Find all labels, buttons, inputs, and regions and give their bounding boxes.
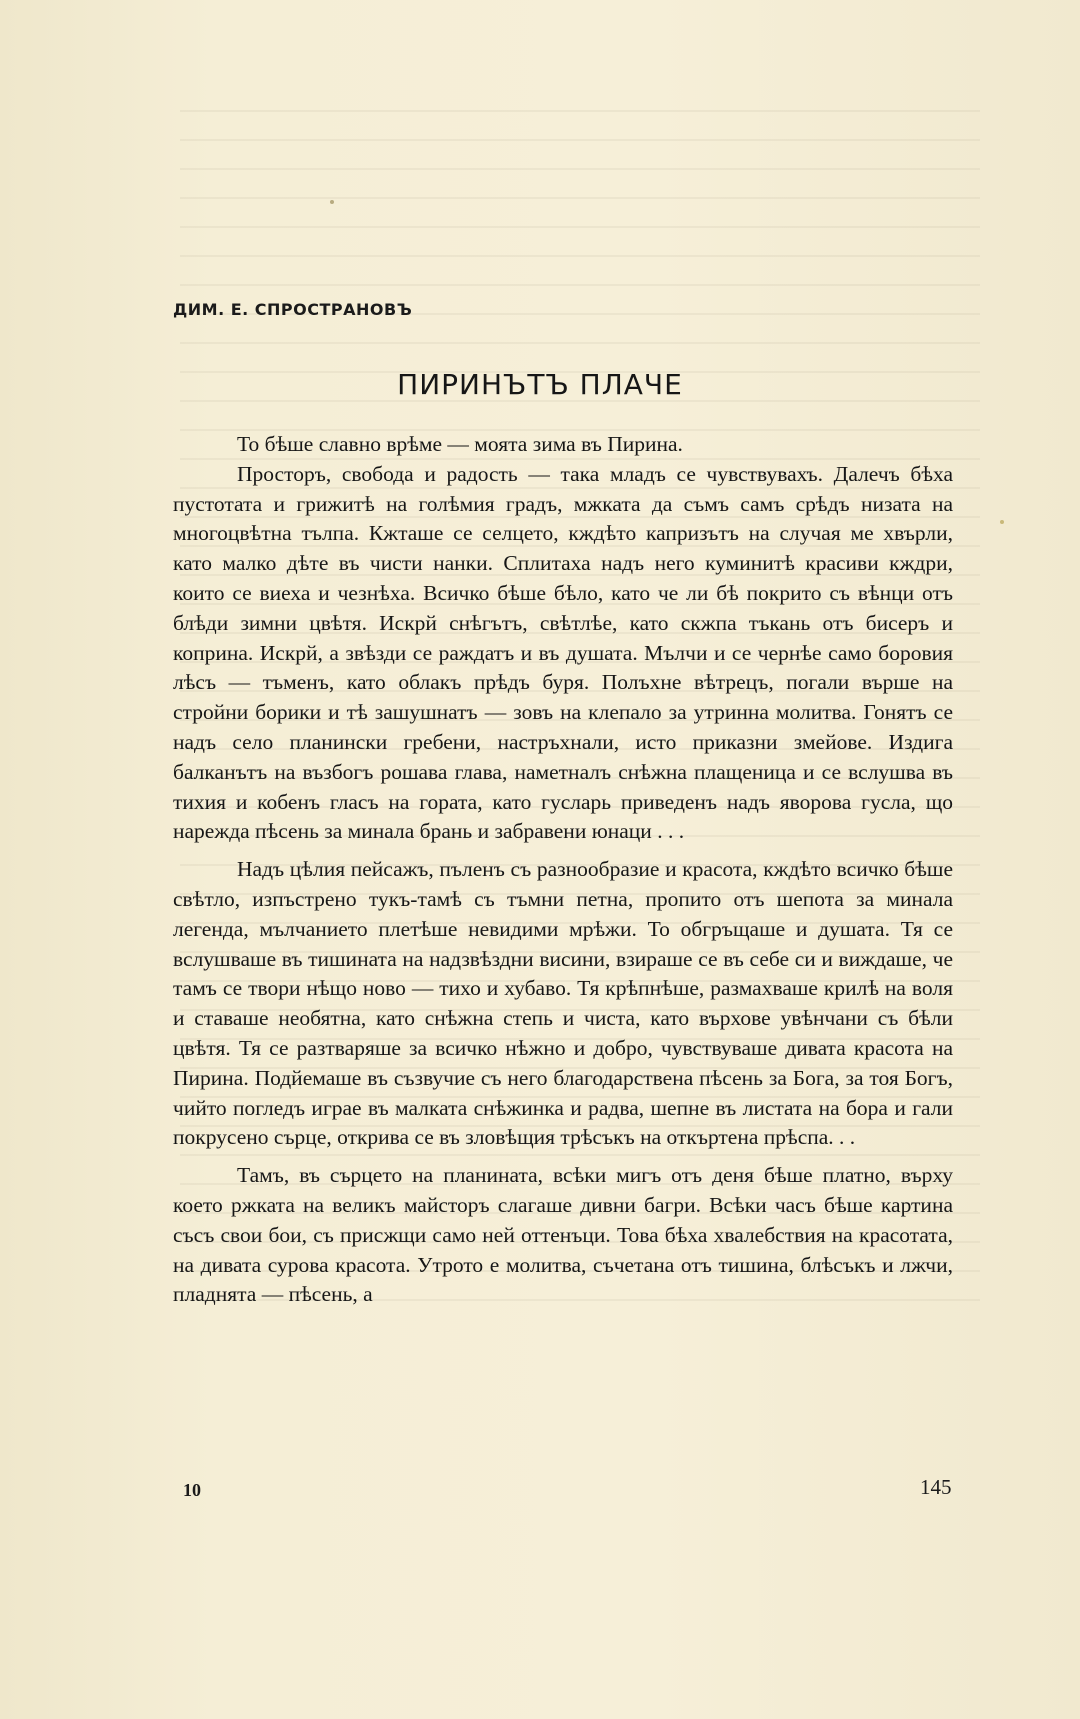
author-name: ДИМ. Е. СПРОСТРАНОВЪ	[173, 300, 413, 319]
signature-mark: 10	[183, 1480, 201, 1500]
paragraph-2: Просторъ, свобода и радость — така младъ се чувствувахъ. Далечъ бѣха пустотата и грижитѣ на голѣмия градъ, мжката да съмъ самъ срѣдъ низата на многоцвѣтна тълпа. Кжташе се селцето, кждѣто капризътъ на случая ме хвърли, като малко дѣте въ чисти нанки. Сплитаха надъ него куминитѣ красиви кждри, които се виеха и чезнѣха. Всичко бѣше бѣло, като че ли бѣ покрито съ вѣнци отъ блѣди зимни цвѣтя. Искрй снѣгътъ, свѣтлѣе, като скжпа тъкань отъ бисеръ и коприна. Искрй, а звѣзди се раждатъ и въ душата. Мълчи и се чернѣе само боровия лѣсъ — тъменъ, като облакъ прѣдъ буря. Полъхне вѣтрецъ, погали върше на стройни борики и тѣ зашушнатъ — зовъ на клепало за утринна молитва. Гонятъ се надъ село планински гребени, настръхнали, исто приказни змейове. Издига балканътъ на възбогъ рошава глава, наметналъ снѣжна плащеница и се вслушва въ тихия и кобенъ гласъ на гората, като гусларь приведенъ надъ яворова гусла, що нарежда пѣсень за минала брань и забравени юнаци . . .	[173, 461, 953, 844]
paragraph-1: То бѣше славно врѣме — моята зима въ Пирина.	[237, 432, 683, 456]
paragraph-4: Тамъ, въ сърцето на планината, всѣки мигъ отъ деня бѣше платно, върху което ржката на великъ майсторъ слагаше дивни багри. Всѣки часъ бѣше картина съсъ свои бои, съ присжщи само ней оттенъци. Това бѣха хвалебствия на красотата, на дивата сурова красота. Утрото е молитва, съчетана отъ тишина, блѣсъкъ и лжчи, пладнята — пѣсень, а	[173, 1163, 953, 1307]
paragraph-3: Надъ цѣлия пейсажъ, пъленъ съ разнообразие и красота, кждѣто всичко бѣше свѣтло, изпъстрено тукъ-тамѣ съ тъмни петна, пропито отъ шепота за минала легенда, мълчанието плетѣше невидими мрѣжи. То обгръщаше и душата. Тя се вслушваше въ тишината на надзвѣздни висини, взираше се въ себе си и виждаше, че тамъ се твори нѣщо ново — тихо и хубаво. Тя крѣпнѣше, размахваше крилѣ на воля и ставаше необятна, като снѣжна степь и чиста, като върхове увѣнчани съ бѣли цвѣтя. Тя се разтваряше за всичко нѣжно и добро, чувствуваше дивата красота на Пирина. Подйемаше въ съзвучие съ него благодарствена пѣсень за Бога, за тоя Богъ, чийто погледъ играе въ малката снѣжинка и радва, шепне въ листата на бора и гали покрусено сърце, открива се въ зловѣщия трѣсъкъ на откъртена прѣспа. . .	[173, 857, 953, 1150]
paper-speck	[1000, 520, 1004, 524]
page-number: 145	[920, 1475, 952, 1499]
article-title: ПИРИНЪТЪ ПЛАЧЕ	[397, 368, 683, 401]
article-body	[173, 430, 953, 1310]
paper-speck	[330, 200, 334, 204]
